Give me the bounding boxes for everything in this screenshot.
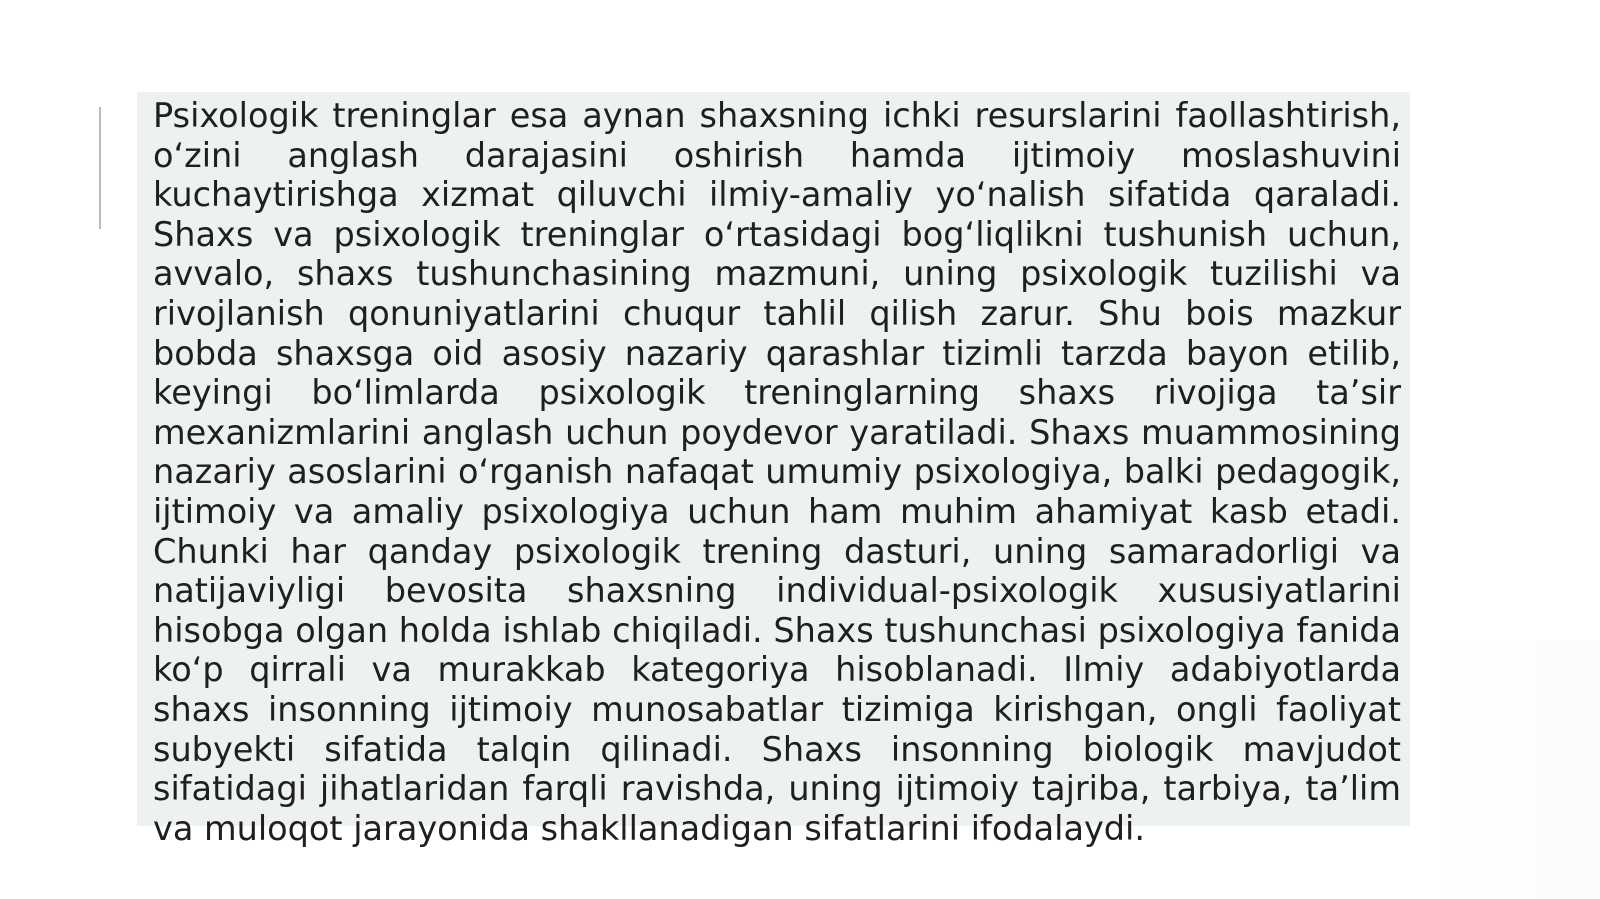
corner-decoration [1430,640,1600,899]
body-paragraph: Psixologik treninglar esa aynan shaxsning ichki resurslarini faollashtirish, o‘zini anglash darajasini oshirish hamda ijtimoiy moslashuvini kuchaytirishga xizmat qiluvchi ilmiy-amaliy yo‘nalish sifatida qaraladi. Shaxs va psixologik treninglar o‘rtasidagi bog‘liqlikni tushunish uchun, avvalo, shaxs tushunchasining mazmuni, uning psixologik tuzilishi va rivojlanish qonuniyatlarini chuqur tahlil qilish zarur. Shu bois mazkur bobda shaxsga oid asosiy nazariy qarashlar tizimli tarzda bayon etilib, keyingi bo‘limlarda psixologik treninglarning shaxs rivojiga ta’sir mexanizmlarini anglash uchun poydevor yaratiladi. Shaxs muammosining nazariy asoslarini o‘rganish nafaqat umumiy psixologiya, balki pedagogik, ijtimoiy va amaliy psixologiya uchun ham muhim ahamiyat kasb etadi. Chunki har qanday psixologik trening dasturi, uning samaradorligi va natijaviyligi bevosita shaxsning individual-psixologik xususiyatlarini hisobga olgan holda ishlab chiqiladi. Shaxs tushunchasi psixologiya fanida ko‘p qirrali va murakkab kategoriya hisoblanadi. Ilmiy adabiyotlarda shaxs insonning ijtimoiy munosabatlar tizimiga kirishgan, ongli faoliyat subyekti sifatida talqin qilinadi. Shaxs insonning biologik mavjudot sifatidagi jihatlaridan farqli ravishda, uning ijtimoiy tajriba, tarbiya, ta’lim va muloqot jarayonida shakllanadigan sifatlarini ifodalaydi. [153,96,1401,848]
left-accent-rule [99,107,101,229]
